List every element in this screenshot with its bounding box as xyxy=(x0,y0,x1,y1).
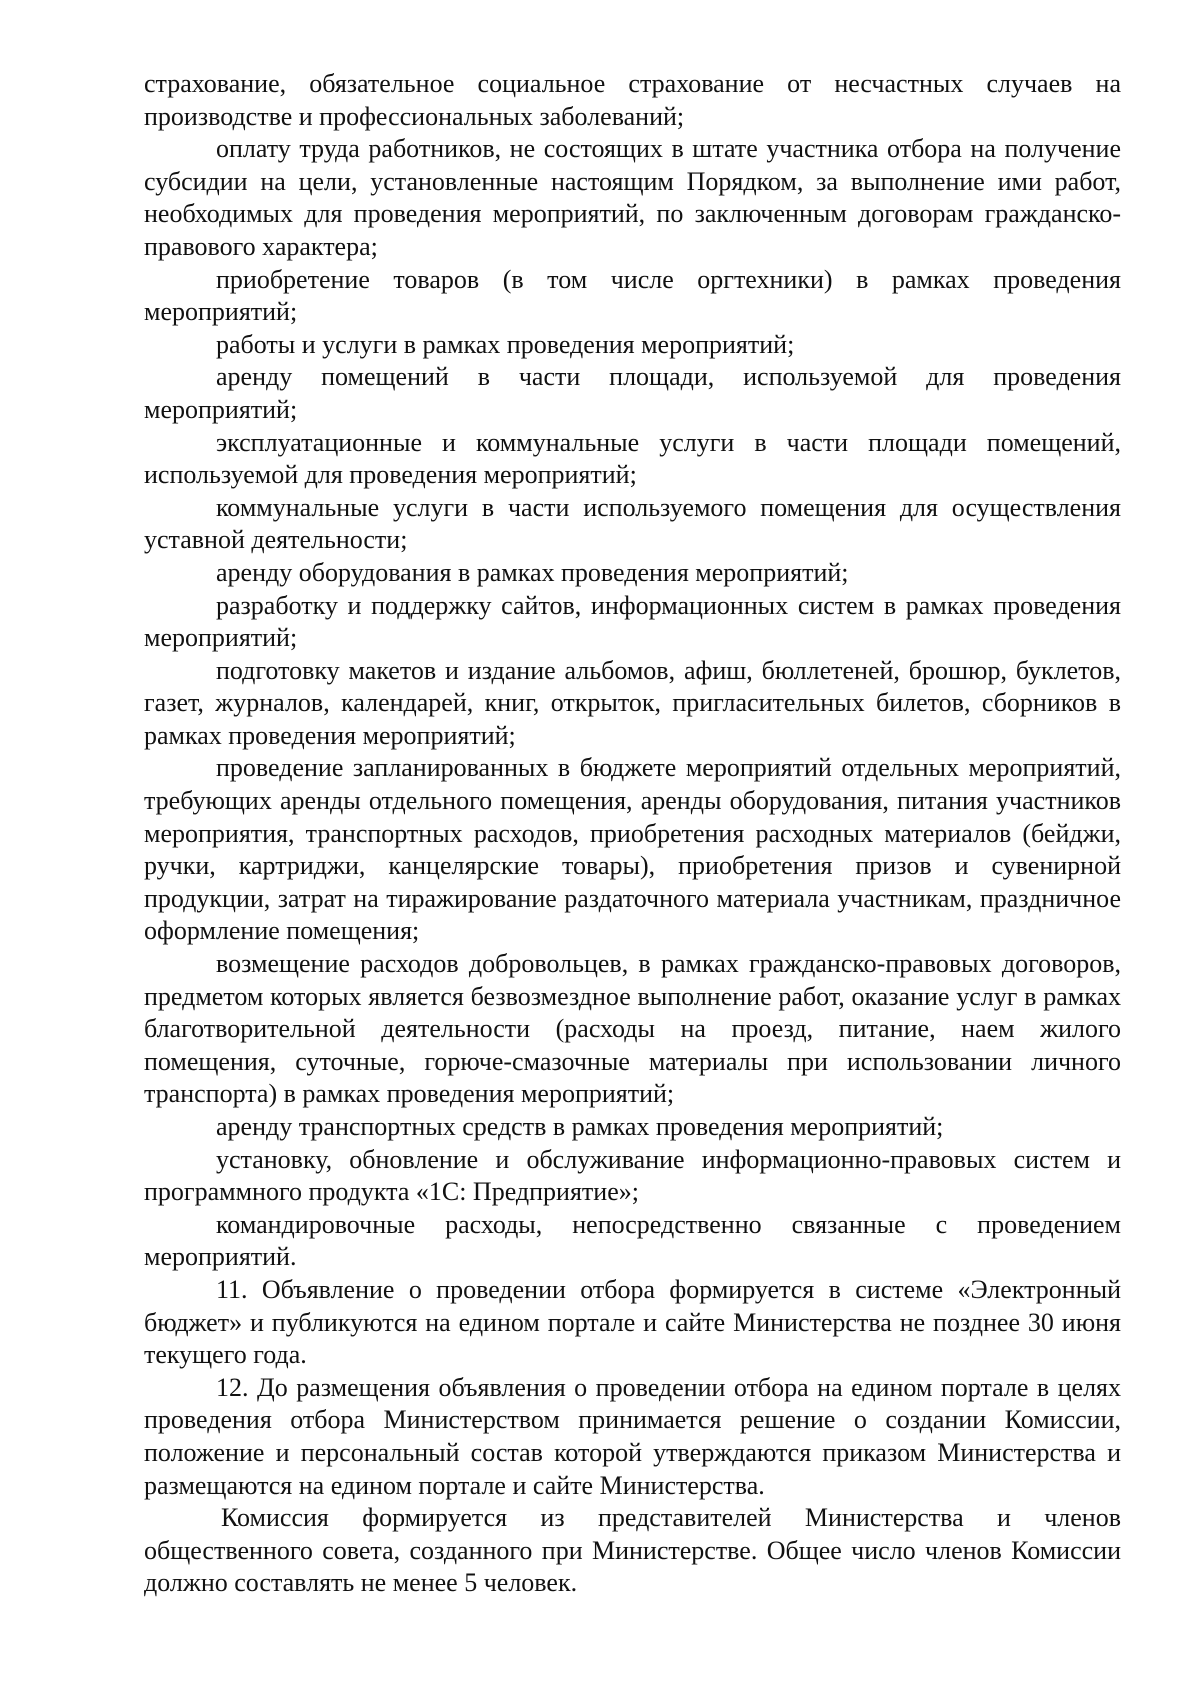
paragraph-travel-expenses: командировочные расходы, непосредственно связанные с проведением мероприятий. xyxy=(144,1209,1121,1272)
paragraph-premises-rent: аренду помещений в части площади, используемой для проведения мероприятий; xyxy=(144,362,1121,424)
paragraph-volunteer-expenses: возмещение расходов добровольцев, в рамках гражданско-правовых договоров, предметом которых является безвозмездное выполнение работ, оказание услуг в рамках благотворительной деятельности (расходы на проезд, питание, наем жилого помещения, суточные, горюче-смазочные материалы при использовании личного транспорта) в рамках проведения мероприятий; xyxy=(144,949,1121,1109)
paragraph-insurance-continuation: страхование, обязательное социальное страхование от несчастных случаев на производстве и профессиональных заболеваний; xyxy=(144,69,1121,131)
paragraph-commission: Комиссия формируется из представителей Министерства и членов общественного совета, созданного при Министерстве. Общее число членов Комиссии должно составлять не менее 5 человек. xyxy=(144,1503,1121,1598)
paragraph-utilities-statutory: коммунальные услуги в части используемого помещения для осуществления уставной деятельности; xyxy=(144,492,1121,555)
paragraph-legal-systems: установку, обновление и обслуживание информационно-правовых систем и программного продукта «1С: Предприятие»; xyxy=(144,1144,1121,1207)
paragraph-websites: разработку и поддержку сайтов, информационных систем в рамках проведения мероприятий; xyxy=(144,590,1121,653)
paragraph-vehicle-rent: аренду транспортных средств в рамках проведения мероприятий; xyxy=(216,1112,944,1141)
paragraph-clause-12: 12. До размещения объявления о проведении отбора на едином портале в целях проведения отбора Министерством принимается решение о создании Комиссии, положение и персональный состав которой утверждаются приказом Министерства и размещаются на едином портале и сайте Министерства. xyxy=(144,1372,1121,1500)
paragraph-clause-11: 11. Объявление о проведении отбора формируется в системе «Электронный бюджет» и публикуются на едином портале и сайте Министерства не позднее 30 июня текущего года. xyxy=(144,1274,1121,1370)
paragraph-goods-purchase: приобретение товаров (в том числе оргтехники) в рамках проведения мероприятий; xyxy=(144,264,1121,327)
document-page xyxy=(144,68,1121,1600)
paragraph-events: проведение запланированных в бюджете мероприятий отдельных мероприятий, требующих аренды отдельного помещения, аренды оборудования, питания участников мероприятия, транспортных расходов, приобретения расходных материалов (бейджи, ручки, картриджи, канцелярские товары), приобретения призов и сувенирной продукции, затрат на тиражирование раздаточного материала участникам, праздничное оформление помещения; xyxy=(144,753,1121,946)
paragraph-printing: подготовку макетов и издание альбомов, афиш, бюллетеней, брошюр, буклетов, газет, журналов, календарей, книг, открыток, пригласительных билетов, сборников в рамках проведения мероприятий; xyxy=(144,655,1121,750)
paragraph-operating-utilities: эксплуатационные и коммунальные услуги в части площади помещений, используемой для проведения мероприятий; xyxy=(144,427,1121,490)
paragraph-equipment-rent: аренду оборудования в рамках проведения мероприятий; xyxy=(216,557,849,587)
paragraph-labor-payment: оплату труда работников, не состоящих в штате участника отбора на получение субсидии на цели, установленные настоящим Порядком, за выполнение ими работ, необходимых для проведения мероприятий, по заключенным договорам гражданско-правового характера; xyxy=(144,134,1121,261)
paragraph-works-services: работы и услуги в рамках проведения мероприятий; xyxy=(216,329,795,359)
